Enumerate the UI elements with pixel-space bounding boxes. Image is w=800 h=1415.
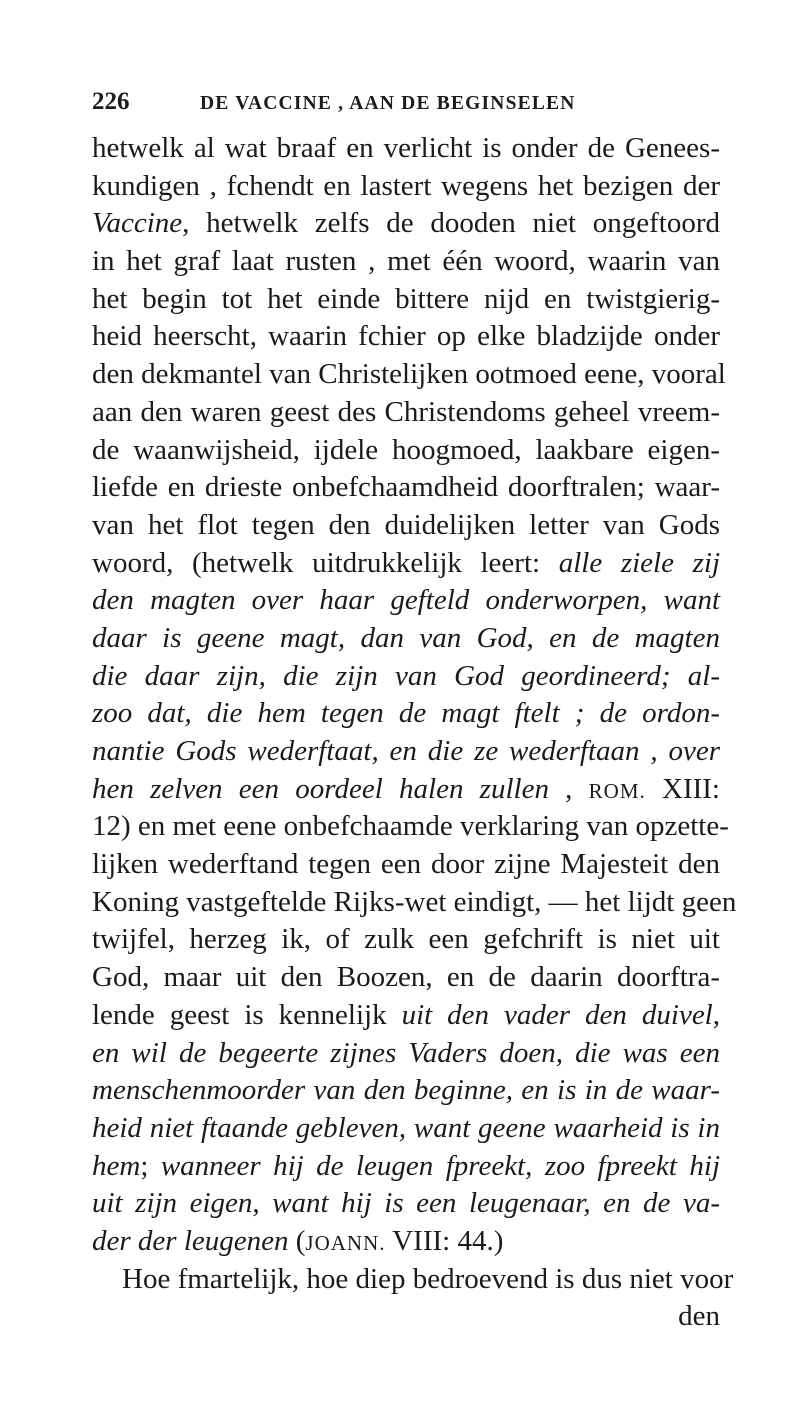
text-line (92, 921, 720, 959)
text-segment: , hetwelk zelfs de dooden niet ongeftoord (182, 207, 720, 240)
text-line (92, 130, 720, 168)
text-segment: Hoe fmartelijk, hoe diep bedroevend is dus niet voor (122, 1262, 734, 1295)
italic-text: menschenmoorder van den beginne, en is in de waar- (92, 1074, 720, 1107)
text-segment: den (678, 1300, 720, 1333)
text-segment: lijken wederftand tegen een door zijne Majesteit den (92, 848, 720, 881)
text-segment: van het flot tegen den duidelijken letter van Gods (92, 508, 720, 541)
text-segment: Koning vastgeftelde Rijks-wet eindigt, — het lijdt geen (92, 885, 737, 918)
italic-text: hen zelven een oordeel halen zullen (92, 772, 549, 805)
text-line (92, 1072, 720, 1110)
text-segment: ; (140, 1149, 161, 1182)
text-segment: lende geest is kennelijk (92, 998, 402, 1031)
text-line (92, 507, 720, 545)
text-line (92, 1298, 720, 1336)
italic-text: wanneer hij de leugen fpreekt, zoo fpreekt hij (160, 1149, 721, 1182)
text-line (92, 243, 720, 281)
text-line (92, 1185, 720, 1223)
text-line (92, 884, 737, 922)
text-line (92, 356, 726, 394)
book-page (92, 88, 737, 1336)
text-segment: de waanwijsheid, ijdele hoogmoed, laakbare eigen- (92, 433, 720, 466)
text-segment: liefde en drieste onbefchaamdheid doorftralen; waar- (92, 471, 720, 504)
text-line (92, 1110, 720, 1148)
text-line (92, 469, 720, 507)
text-line (92, 1223, 720, 1261)
running-head: DE VACCINE , AAN DE BEGINSELEN (200, 93, 576, 114)
small-caps-reference: JOANN. (305, 1230, 386, 1255)
text-line (92, 432, 720, 470)
text-segment: , (548, 772, 589, 805)
italic-text: Vaccine (92, 207, 183, 240)
text-line (92, 1148, 720, 1186)
text-segment: heid heerscht, waarin fchier op elke bladzijde onder (92, 320, 720, 353)
text-line (92, 1035, 720, 1073)
text-line (92, 771, 720, 809)
text-line (92, 394, 720, 432)
text-line (92, 959, 720, 997)
body-text (92, 130, 737, 1336)
italic-text: en wil de begeerte zijnes Vaders doen, die was een (92, 1036, 720, 1069)
text-line (92, 168, 720, 206)
italic-text: hem (92, 1149, 141, 1182)
italic-text: den magten over haar gefteld onderworpen, want (92, 584, 720, 617)
text-segment: woord, (hetwelk uitdrukkelijk leert: (92, 546, 559, 579)
small-caps-reference: ROM. (588, 778, 646, 803)
text-segment: den dekmantel van Christelijken ootmoed eene, vooral (92, 358, 726, 391)
italic-text: nantie Gods wederftaat, en die ze wederftaan , over (92, 735, 720, 767)
italic-text: der der leugenen (92, 1224, 289, 1257)
text-line (92, 582, 720, 620)
text-segment: ( (288, 1224, 306, 1257)
text-line (92, 658, 720, 696)
text-segment: XIII: (645, 772, 720, 805)
text-segment: aan den waren geest des Christendoms geheel vreem- (92, 395, 720, 428)
text-segment: twijfel, herzeg ik, of zulk een gefchrift is niet uit (92, 923, 720, 956)
text-line (92, 997, 720, 1035)
italic-text: die daar zijn, die zijn van God geordineerd; al- (92, 659, 720, 692)
text-line (92, 281, 720, 319)
text-line (92, 1261, 734, 1299)
text-line (92, 733, 720, 771)
text-line (92, 846, 720, 884)
italic-text: zoo dat, die hem tegen de magt ftelt ; de ordon- (92, 697, 720, 730)
text-line (92, 205, 720, 243)
page-header (92, 88, 720, 122)
text-line (92, 545, 720, 583)
text-segment: God, maar uit den Boozen, en de daarin doorftra- (92, 961, 720, 994)
text-line (92, 808, 729, 846)
text-segment: hetwelk al wat braaf en verlicht is onder de Genees- (92, 132, 720, 164)
text-segment: , (712, 998, 720, 1031)
page-number: 226 (92, 88, 130, 115)
text-segment: in het graf laat rusten , met één woord, waarin van (92, 245, 720, 278)
text-segment: het begin tot het einde bittere nijd en twistgierig- (92, 282, 720, 315)
italic-text: uit den vader den duivel (401, 998, 713, 1031)
text-line (92, 620, 720, 658)
italic-text: daar is geene magt, dan van God, en de magten (92, 621, 720, 654)
italic-text: heid niet ftaande gebleven, want geene waarheid is in (92, 1111, 720, 1144)
text-segment: kundigen , fchendt en lastert wegens het bezigen der (92, 169, 720, 202)
text-line (92, 695, 720, 733)
italic-text: alle ziele zij (558, 546, 721, 579)
italic-text: uit zijn eigen, want hij is een leugenaar, en de va- (92, 1187, 720, 1220)
text-segment: 12) en met eene onbefchaamde verklaring van opzette- (92, 810, 729, 843)
text-line (92, 318, 720, 356)
text-segment: VIII: 44.) (385, 1224, 504, 1257)
